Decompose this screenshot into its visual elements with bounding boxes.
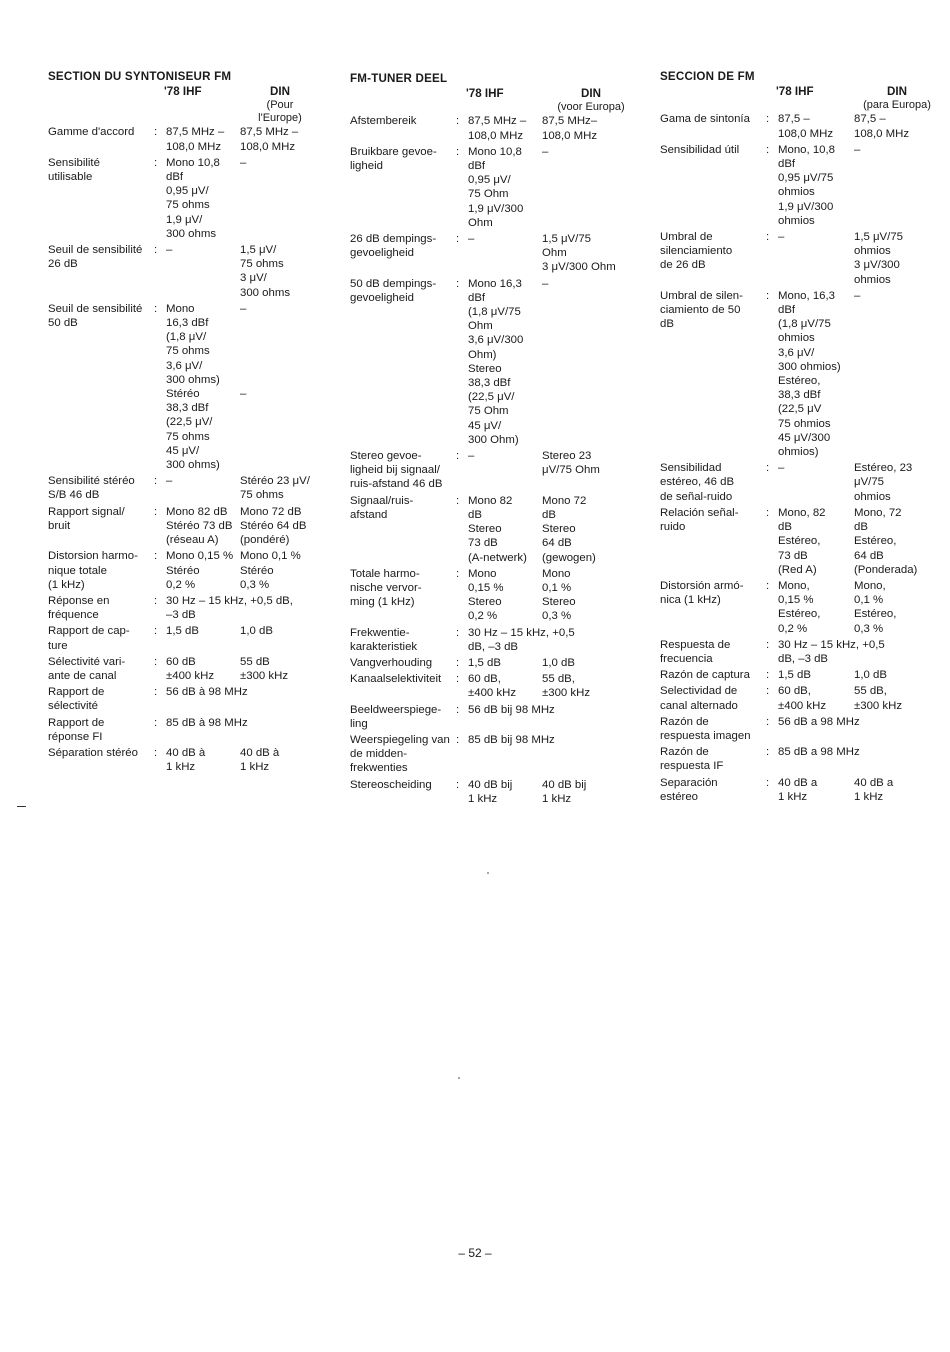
spec-din-value: 55 dB ±300 kHz	[240, 655, 289, 682]
spec-row	[350, 114, 640, 142]
spec-label: Respuesta de frecuencia	[660, 638, 731, 665]
section-title: FM-TUNER DEEL	[350, 72, 448, 85]
spec-row	[350, 778, 640, 806]
spec-table	[660, 112, 942, 804]
spec-ihf-value: Mono, 0,15 % Estéreo, 0,2 %	[778, 579, 821, 635]
spec-separator: :	[154, 655, 158, 668]
spec-ihf-value: 60 dB ±400 kHz	[166, 655, 215, 682]
spec-row	[350, 672, 640, 700]
spec-row	[48, 243, 320, 300]
spec-ihf-value: 87,5 – 108,0 MHz	[778, 113, 834, 140]
spec-label: Rapport signal/ bruit	[48, 505, 125, 532]
spec-row	[48, 594, 320, 622]
spec-ihf-value: 56 dB bij 98 MHz	[468, 703, 555, 716]
spec-separator: :	[154, 244, 158, 257]
col-ihf-header: '78 IHF	[466, 87, 504, 101]
spec-ihf-value: 60 dB, ±400 kHz	[778, 685, 827, 712]
spec-din-value: 40 dB à 1 kHz	[240, 746, 280, 774]
spec-ihf-value: –	[778, 231, 785, 244]
spec-separator: :	[154, 505, 158, 518]
spec-label: Signaal/ruis- afstand	[350, 494, 414, 521]
spec-label: Seuil de sensibilité 26 dB	[48, 244, 143, 271]
scan-speck	[487, 872, 489, 874]
spec-separator: :	[766, 143, 770, 156]
spec-row	[660, 461, 942, 504]
spec-row	[660, 506, 942, 577]
spec-separator: :	[154, 746, 158, 759]
spec-label: Umbral de silen- ciamiento de 50 dB	[660, 289, 743, 331]
spec-row	[660, 143, 942, 228]
spec-row	[48, 505, 320, 548]
spec-separator: :	[154, 594, 158, 607]
spec-separator: :	[766, 579, 770, 592]
spec-ihf-value: 85 dB bij 98 MHz	[468, 733, 555, 746]
spec-label: Distorsion harmo- nique totale (1 kHz)	[48, 550, 138, 591]
spec-label: Rapport de sélectivité	[48, 686, 105, 713]
spec-row	[660, 776, 942, 804]
spec-ihf-value: –	[166, 475, 173, 488]
spec-din-value: 40 dB bij 1 kHz	[542, 778, 587, 805]
spec-ihf-value: 30 Hz – 15 kHz, +0,5 dB, –3 dB	[468, 626, 575, 653]
column-header	[350, 87, 640, 101]
spec-label: Weerspiegeling van de midden- frekwenties	[350, 733, 450, 775]
spec-ihf-value: –	[468, 233, 475, 246]
spec-din-value: 87,5 MHz– 108,0 MHz	[542, 115, 598, 142]
margin-mark	[17, 806, 26, 807]
spec-separator: :	[766, 776, 770, 789]
spec-label: Gamme d'accord	[48, 126, 135, 139]
spec-din-value: Stereo 23 μV/75 Ohm	[542, 450, 600, 477]
spec-separator: :	[456, 567, 460, 580]
spec-din-value: Mono 72 dB Stereo 64 dB (gewogen)	[542, 494, 596, 564]
spec-label: Totale harmo- nische vervor- ming (1 kHz)	[350, 567, 422, 609]
spec-separator: :	[766, 506, 770, 519]
spec-row	[48, 746, 320, 774]
spec-din-value: 1,0 dB	[240, 625, 273, 638]
spec-ihf-value: Mono 82 dB Stéréo 73 dB (réseau A)	[166, 505, 233, 547]
spec-din-value: –	[240, 156, 247, 169]
spec-separator: :	[154, 716, 158, 729]
spec-separator: :	[154, 475, 158, 488]
spec-table	[350, 114, 640, 806]
spec-din-value: 87,5 MHz – 108,0 MHz	[240, 126, 299, 153]
spec-label: Sensibilité stéréo S/B 46 dB	[48, 475, 135, 502]
spec-label: Distorsión armó- nica (1 kHz)	[660, 579, 744, 607]
spec-din-value: 55 dB, ±300 kHz	[854, 685, 903, 712]
spec-row	[350, 145, 640, 230]
spec-din-value: 1,0 dB	[854, 669, 887, 682]
spec-ihf-value: 1,5 dB	[468, 656, 501, 669]
spec-separator: :	[456, 733, 460, 746]
spec-separator: :	[456, 494, 460, 507]
spec-row	[48, 474, 320, 502]
spec-label: Réponse en fréquence	[48, 594, 110, 622]
spec-separator: :	[766, 746, 770, 759]
spec-ihf-value: 56 dB a 98 MHz	[778, 715, 860, 728]
spec-label: Séparation stéréo	[48, 746, 138, 759]
spec-separator: :	[766, 462, 770, 475]
spec-row	[350, 232, 640, 275]
spec-label: Sensibilidad útil	[660, 143, 740, 156]
din-note-row	[660, 99, 942, 112]
spec-row	[350, 656, 640, 670]
spec-separator: :	[456, 450, 460, 463]
spec-din-value: 1,5 μV/75 ohmios 3 μV/300 ohmios	[854, 231, 903, 286]
spec-label: Vangverhouding	[350, 656, 433, 669]
spec-separator: :	[456, 673, 460, 686]
column-header	[48, 85, 320, 99]
spec-ihf-value: 40 dB a 1 kHz	[778, 776, 818, 803]
din-note: (Pour l'Europe)	[258, 99, 302, 125]
spec-row	[350, 626, 640, 654]
spec-din-value: 1,5 μV/75 Ohm 3 μV/300 Ohm	[542, 233, 616, 274]
spec-label: Frekwentie- karakteristiek	[350, 626, 418, 653]
spec-separator: :	[456, 277, 460, 290]
spec-label: Gama de sintonía	[660, 113, 750, 126]
spec-ihf-value: Mono 0,15 % Stereo 0,2 %	[468, 567, 504, 623]
spec-din-value: –	[854, 143, 861, 156]
spec-label: 26 dB dempings- gevoeligheid	[350, 233, 437, 260]
spec-row	[48, 624, 320, 652]
din-note: (voor Europa)	[557, 101, 625, 114]
spec-din-value: Mono, 0,1 % Estéreo, 0,3 %	[854, 579, 897, 635]
spec-row	[48, 549, 320, 592]
din-note: (para Europa)	[863, 99, 931, 112]
col-ihf-header: '78 IHF	[164, 85, 202, 99]
spec-din-value: – –	[240, 302, 247, 401]
spec-row	[48, 156, 320, 241]
spec-label: Stereo gevoe- ligheid bij signaal/ ruis-afstand 46 dB	[350, 450, 443, 491]
spec-label: Selectividad de canal alternado	[660, 685, 738, 712]
spec-din-value: Mono 0,1 % Stéréo 0,3 %	[240, 550, 301, 591]
spec-row	[48, 655, 320, 683]
spec-ihf-value: Mono, 16,3 dBf (1,8 μV/75 ohmios 3,6 μV/ 300 ohmios) Estéreo, 38,3 dBf (22,5 μV 75 ohmios 45 μV/300 ohmios)	[778, 289, 841, 459]
spec-ihf-value: 56 dB à 98 MHz	[166, 686, 248, 699]
section-nl	[350, 72, 640, 806]
col-din-header: DIN	[581, 87, 601, 101]
spec-label: Rapport de réponse FI	[48, 716, 105, 743]
spec-ihf-value: 40 dB bij 1 kHz	[468, 778, 513, 805]
spec-ihf-value: –	[778, 462, 785, 475]
spec-ihf-value: Mono, 10,8 dBf 0,95 μV/75 ohmios 1,9 μV/300 ohmios	[778, 143, 835, 227]
section-fr	[48, 70, 320, 774]
spec-row	[350, 449, 640, 492]
spec-label: Rapport de cap- ture	[48, 625, 130, 652]
spec-row	[350, 703, 640, 731]
page-number: – 52 –	[458, 1246, 492, 1260]
spec-ihf-value: Mono 16,3 dBf (1,8 μV/75 Ohm 3,6 μV/300 Ohm) Stereo 38,3 dBf (22,5 μV/ 75 Ohm 45 μV/ 300 Ohm)	[468, 277, 524, 446]
spec-din-value: Mono 72 dB Stéréo 64 dB (pondéré)	[240, 505, 307, 547]
col-din-header: DIN	[270, 85, 290, 99]
spec-ihf-value: 87,5 MHz – 108,0 MHz	[468, 115, 527, 142]
spec-label: Beeldweerspiege- ling	[350, 703, 442, 730]
spec-row	[48, 302, 320, 472]
spec-row	[660, 112, 942, 140]
spec-separator: :	[766, 638, 770, 651]
spec-din-value: –	[854, 289, 861, 302]
spec-separator: :	[456, 115, 460, 128]
spec-row	[660, 745, 942, 773]
spec-din-value: Mono, 72 dB Estéreo, 64 dB (Ponderada)	[854, 506, 918, 576]
spec-row	[660, 289, 942, 459]
spec-label: Kanaalselektiviteit	[350, 673, 442, 686]
spec-ihf-value: 40 dB à 1 kHz	[166, 746, 206, 774]
section-title: SECTION DU SYNTONISEUR FM	[48, 70, 232, 83]
spec-separator: :	[154, 126, 158, 139]
spec-ihf-value: Mono 0,15 % Stéréo 0,2 %	[166, 550, 234, 591]
spec-row	[48, 685, 320, 713]
spec-din-value: –	[542, 145, 549, 158]
spec-separator: :	[766, 231, 770, 244]
spec-label: Afstembereik	[350, 115, 417, 128]
spec-row	[48, 716, 320, 744]
spec-label: Razón de respuesta imagen	[660, 715, 751, 742]
spec-ihf-value: 30 Hz – 15 kHz, +0,5 dB, –3 dB	[166, 594, 293, 622]
section-es	[660, 70, 942, 804]
spec-row	[660, 230, 942, 287]
spec-row	[660, 579, 942, 636]
din-note-row	[350, 101, 640, 114]
spec-ihf-value: 87,5 MHz – 108,0 MHz	[166, 126, 225, 153]
spec-din-value: Stéréo 23 μV/ 75 ohms	[240, 475, 310, 502]
spec-separator: :	[766, 113, 770, 126]
spec-row	[660, 638, 942, 666]
spec-ihf-value: Mono 10,8 dBf 0,95 μV/ 75 Ohm 1,9 μV/300 Ohm	[468, 145, 524, 229]
spec-label: Razón de captura	[660, 669, 750, 682]
spec-label: Seuil de sensibilité 50 dB	[48, 302, 143, 330]
spec-separator: :	[766, 289, 770, 302]
spec-separator: :	[766, 685, 770, 698]
spec-ihf-value: –	[468, 450, 475, 463]
spec-label: Relación señal- ruido	[660, 506, 739, 534]
spec-din-value: –	[542, 277, 549, 290]
spec-row	[660, 684, 942, 712]
spec-label: Umbral de silenciamiento de 26 dB	[660, 231, 733, 272]
spec-din-value: Estéreo, 23 μV/75 ohmios	[854, 462, 913, 503]
section-title: SECCION DE FM	[660, 70, 755, 83]
spec-label: Sensibilidad estéreo, 46 dB de señal-ruido	[660, 462, 735, 503]
spec-separator: :	[766, 669, 770, 682]
spec-label: Bruikbare gevoe- ligheid	[350, 145, 437, 173]
spec-label: 50 dB dempings- gevoeligheid	[350, 277, 437, 304]
spec-separator: :	[766, 715, 770, 728]
spec-separator: :	[456, 145, 460, 158]
spec-ihf-value: 30 Hz – 15 kHz, +0,5 dB, –3 dB	[778, 638, 885, 665]
spec-ihf-value: 60 dB, ±400 kHz	[468, 673, 517, 700]
spec-label: Razón de respuesta IF	[660, 746, 724, 773]
scan-speck	[458, 1077, 460, 1079]
column-header	[660, 85, 942, 99]
spec-din-value: 55 dB, ±300 kHz	[542, 673, 591, 700]
spec-din-value: 1,5 μV/ 75 ohms 3 μV/ 300 ohms	[240, 244, 291, 299]
spec-din-value: Mono 0,1 % Stereo 0,3 %	[542, 567, 576, 623]
spec-separator: :	[154, 156, 158, 169]
spec-label: Separación estéreo	[660, 776, 718, 803]
din-note-row	[48, 99, 320, 125]
spec-row	[350, 567, 640, 624]
spec-row	[350, 277, 640, 447]
spec-row	[350, 733, 640, 776]
spec-separator: :	[456, 626, 460, 639]
spec-table	[48, 125, 320, 774]
spec-din-value: 1,0 dB	[542, 656, 575, 669]
spec-separator: :	[456, 656, 460, 669]
spec-ihf-value: –	[166, 244, 173, 257]
spec-ihf-value: Mono 82 dB Stereo 73 dB (A-netwerk)	[468, 494, 527, 564]
spec-din-value: 87,5 – 108,0 MHz	[854, 113, 910, 140]
spec-din-value: 40 dB a 1 kHz	[854, 776, 894, 803]
col-ihf-header: '78 IHF	[776, 85, 814, 99]
spec-label: Sélectivité vari- ante de canal	[48, 655, 126, 682]
spec-separator: :	[456, 233, 460, 246]
spec-separator: :	[456, 703, 460, 716]
spec-row	[48, 125, 320, 153]
col-din-header: DIN	[887, 85, 907, 99]
spec-ihf-value: Mono, 82 dB Estéreo, 73 dB (Red A)	[778, 506, 826, 576]
spec-label: Sensibilité utilisable	[48, 156, 100, 184]
spec-separator: :	[154, 550, 158, 563]
spec-label: Stereoscheiding	[350, 778, 432, 791]
spec-ihf-value: 85 dB à 98 MHz	[166, 716, 248, 729]
spec-ihf-value: Mono 16,3 dBf (1,8 μV/ 75 ohms 3,6 μV/ 300 ohms) Stéréo 38,3 dBf (22,5 μV/ 75 ohms 45 μV/ 300 ohms)	[166, 302, 220, 472]
spec-separator: :	[154, 686, 158, 699]
spec-separator: :	[456, 778, 460, 791]
spec-separator: :	[154, 625, 158, 638]
spec-separator: :	[154, 302, 158, 315]
spec-ihf-value: 1,5 dB	[778, 669, 811, 682]
spec-ihf-value: Mono 10,8 dBf 0,95 μV/ 75 ohms 1,9 μV/ 300 ohms	[166, 156, 220, 240]
spec-ihf-value: 85 dB a 98 MHz	[778, 746, 860, 759]
spec-ihf-value: 1,5 dB	[166, 625, 199, 638]
spec-row	[660, 668, 942, 682]
spec-row	[350, 494, 640, 565]
spec-row	[660, 715, 942, 743]
